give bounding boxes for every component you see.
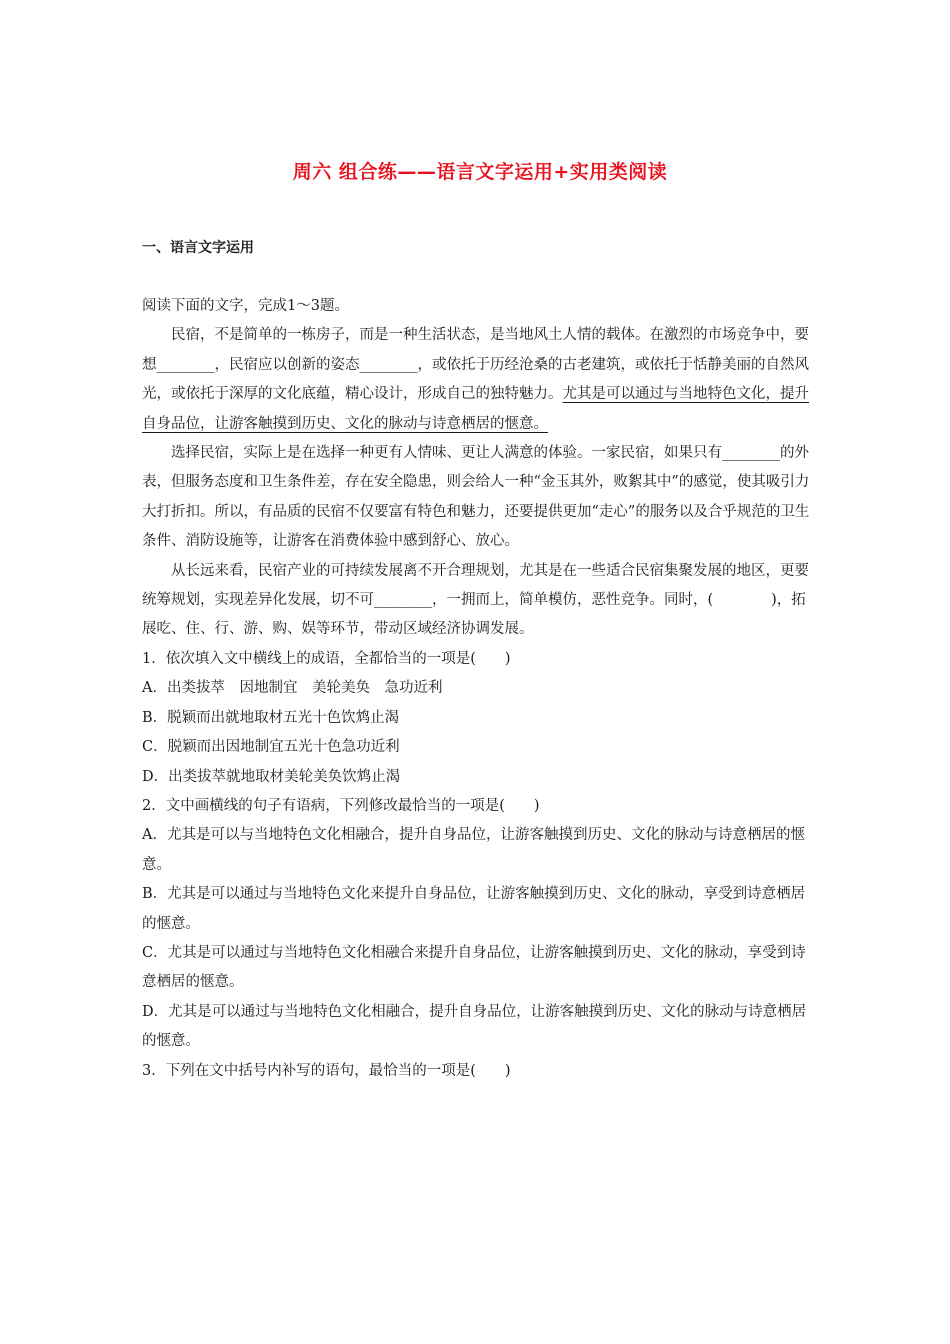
passage-paragraph-1 [142,321,818,439]
question-2-stem: 2．文中画横线的句子有语病，下列修改最恰当的一项是( ) [142,797,540,814]
question-3-stem: 3．下列在文中括号内补写的语句，最恰当的一项是( ) [142,1062,511,1079]
passage-paragraph-1-text: 民宿，不是简单的一栋房子，而是一种生活状态，是当地风土人情的载体。在激烈的市场竞争中，要想________，民宿应以创新的姿态________，或依托于历经沧桑的古老建筑，或依托于恬静美丽的自然风光，或依托于深厚的文化底蕴，精心设计，形成自己的独特魅力。 [142,327,809,403]
passage-paragraph-3: 从长远来看，民宿产业的可持续发展离不开合理规划，尤其是在一些适合民宿集聚发展的地区，更要统筹规划，实现差异化发展，切不可________，一拥而上，简单模仿，恶性竞争。同时，( )，拓展吃、住、行、游、购、娱等环节，带动区域经济协调发展。 [142,562,809,638]
question-1-option-b: B．脱颖而出就地取材五光十色饮鸩止渴 [142,709,400,726]
question-2-option-b: B．尤其是可以通过与当地特色文化来提升自身品位，让游客触摸到历史、文化的脉动，享受到诗意栖居的惬意。 [142,886,806,932]
document-body [142,292,818,1086]
section-heading: 一、语言文字运用 [142,240,254,256]
question-1-stem: 1．依次填入文中横线上的成语，全都恰当的一项是( ) [142,650,511,667]
question-2-option-c: C．尤其是可以通过与当地特色文化相融合来提升自身品位，让游客触摸到历史、文化的脉动，享受到诗意栖居的惬意。 [142,944,806,991]
underlined-sentence: 尤其是可以通过与当地特色文化，提升自身品位，让游客触摸到历史、文化的脉动与诗意栖居的惬意。 [142,386,809,432]
passage-paragraph-2: 选择民宿，实际上是在选择一种更有人情味、更让人满意的体验。一家民宿，如果只有________的外表，但服务态度和卫生条件差，存在安全隐患，则会给人一种“金玉其外，败絮其中”的感觉，使其吸引力大打折扣。所以，有品质的民宿不仅要富有特色和魅力，还要提供更加“走心”的服务以及合乎规范的卫生条件、消防设施等，让游客在消费体验中感到舒心、放心。 [142,445,810,550]
question-1-option-a: A．出类拔萃 因地制宜 美轮美奂 急功近利 [142,680,443,697]
question-2-option-a: A．尤其是可以与当地特色文化相融合，提升自身品位，让游客触摸到历史、文化的脉动与诗意栖居的惬意。 [142,827,805,873]
question-2-option-d: D．尤其是可以通过与当地特色文化相融合，提升自身品位，让游客触摸到历史、文化的脉动与诗意栖居的惬意。 [142,1003,807,1050]
reading-instruction: 阅读下面的文字，完成1～3题。 [142,298,349,314]
question-1-option-c: C．脱颖而出因地制宜五光十色急功近利 [142,739,400,756]
page-title: 周六 组合练——语言文字运用+实用类阅读 [292,161,668,183]
question-1-option-d: D．出类拔萃就地取材美轮美奂饮鸩止渴 [142,768,401,785]
